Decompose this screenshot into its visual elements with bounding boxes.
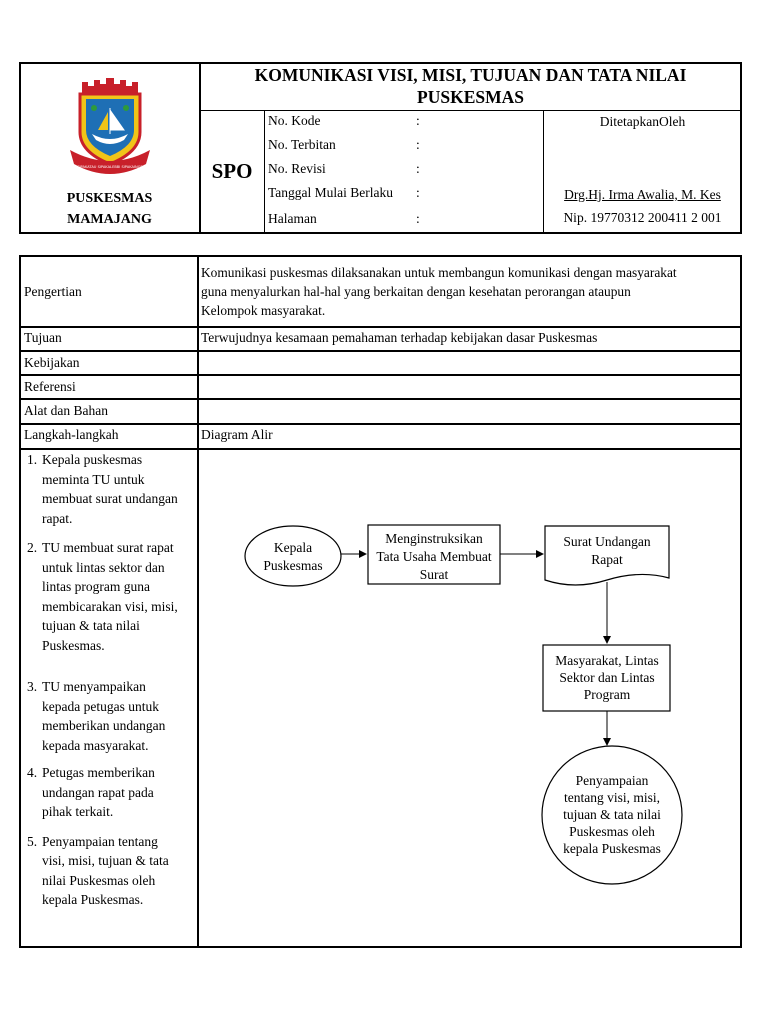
flow-end-text: tentang visi, misi, [564, 790, 660, 805]
field-sep: : [416, 185, 420, 200]
step-line: kepala Puskesmas. [42, 892, 144, 907]
step-line: visi, misi, tujuan & tata [42, 853, 169, 868]
step-line: Puskesmas. [42, 637, 105, 653]
step-line: memberikan undangan [42, 718, 166, 733]
step-line: meminta TU untuk [42, 471, 145, 487]
page-title-line1: KOMUNIKASI VISI, MISI, TUJUAN DAN TATA NILAI [254, 65, 687, 85]
referensi-label: Referensi [24, 379, 76, 394]
step-number: 2. [27, 540, 38, 555]
tujuan-label: Tujuan [24, 330, 62, 345]
field-label: Tanggal Mulai Berlaku [268, 185, 394, 200]
org-name-line2: MAMAJANG [67, 212, 152, 227]
approval-name: Drg.Hj. Irma Awalia, M. Kes [564, 187, 721, 202]
flow-document-text: Surat Undangan [563, 534, 651, 549]
step-number: 3. [27, 679, 38, 694]
flow-end-text: Penyampaian [575, 773, 649, 788]
step-line: Penyampaian tentang [42, 833, 158, 849]
flow-process2-text: Masyarakat, Lintas [555, 653, 659, 668]
pengertian-line: Komunikasi puskesmas dilaksanakan untuk membangun komunikasi dengan masyarakat [201, 265, 677, 280]
step-number: 1. [27, 452, 38, 467]
field-label: No. Revisi [268, 161, 326, 176]
step-number: 5. [27, 833, 38, 849]
step-line: nilai Puskesmas oleh [42, 872, 156, 888]
flow-start-text: Puskesmas [263, 558, 323, 573]
flow-end-text: Puskesmas oleh [569, 824, 655, 839]
langkah-label: Langkah-langkah [24, 427, 119, 442]
step-line: kepada petugas untuk [42, 698, 159, 714]
flow-start-shape [245, 526, 341, 586]
kebijakan-label: Kebijakan [24, 355, 80, 370]
step-line: kepada masyarakat. [42, 737, 149, 753]
step-line: undangan rapat pada [42, 784, 154, 800]
field-label: Halaman [268, 211, 317, 226]
tujuan-value: Terwujudnya kesamaan pemahaman terhadap kebijakan dasar Puskesmas [201, 330, 598, 345]
step-line: tujuan & tata nilai [42, 618, 140, 633]
step-line: untuk lintas sektor dan [42, 559, 165, 575]
diagram-label: Diagram Alir [201, 427, 273, 442]
step-line: TU membuat surat rapat [42, 540, 174, 555]
flow-end-text: kepala Puskesmas [563, 841, 661, 856]
step-line: TU menyampaikan [42, 679, 146, 694]
flow-start-text: Kepala [273, 540, 313, 555]
field-label: No. Kode [268, 113, 321, 128]
step-line: membicarakan visi, misi, [42, 598, 178, 614]
approval-nip: Nip. 19770312 200411 2 001 [563, 210, 722, 225]
step-line: membuat surat undangan [42, 491, 178, 506]
step-line: rapat. [42, 510, 73, 526]
approval-title: DitetapkanOleh [599, 114, 686, 129]
doc-type: SPO [211, 159, 253, 183]
field-sep: : [416, 161, 420, 176]
step-line: lintas program guna [42, 579, 150, 594]
field-sep: : [416, 211, 420, 226]
flow-process2-text: Sektor dan Lintas [559, 670, 655, 685]
flow-end-text: tujuan & tata nilai [563, 807, 661, 822]
pengertian-line: guna menyalurkan hal-hal yang berkaitan dengan kesehatan perorangan ataupun [201, 284, 631, 299]
step-line: Petugas memberikan [42, 765, 155, 780]
pengertian-line: Kelompok masyarakat. [201, 303, 326, 318]
flow-process1-text: Surat [419, 567, 449, 582]
alat-label: Alat dan Bahan [24, 403, 108, 418]
page-title-line2: PUSKESMAS [417, 87, 524, 107]
step-number: 4. [27, 765, 38, 780]
field-sep: : [416, 137, 420, 152]
field-sep: : [416, 113, 420, 128]
flow-process1-text: Tata Usaha Membuat [376, 549, 492, 564]
logo-ribbon-text: SIPAKATAU SIPAKALEBBI SIPAKAINGE [77, 165, 143, 169]
step-line: pihak terkait. [42, 804, 114, 819]
flow-process2-text: Program [583, 687, 631, 702]
flow-process1-text: Menginstruksikan [385, 531, 483, 546]
field-label: No. Terbitan [268, 137, 336, 152]
pengertian-label: Pengertian [24, 284, 82, 299]
step-line: Kepala puskesmas [42, 452, 143, 467]
org-name-line1: PUSKESMAS [66, 191, 153, 206]
flow-document-text: Rapat [591, 552, 623, 567]
